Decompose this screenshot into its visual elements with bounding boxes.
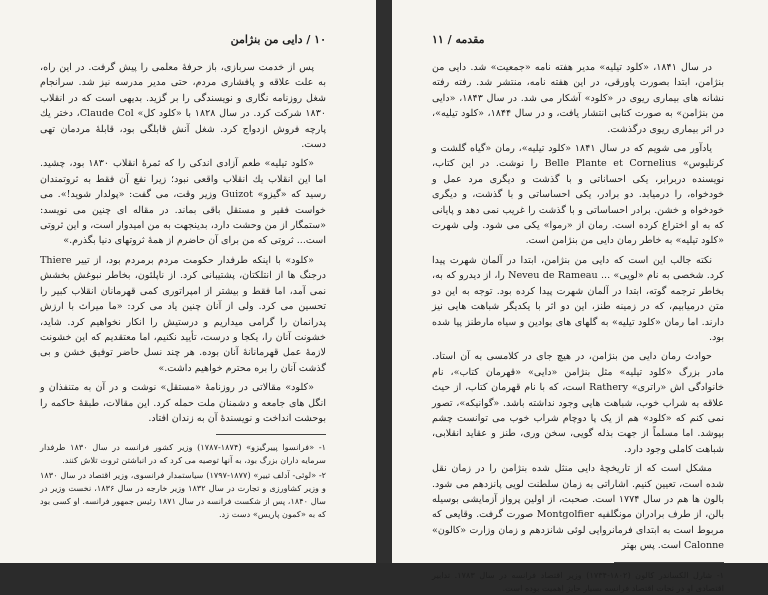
footnote: ۲- «لوئی- آدلف تییر» (۱۸۷۷-۱۷۹۷) سیاستمدار فرانسوی، وزیر اقتصاد در سال ۱۸۳۰ و وزیر کشاورزی و تجارت در سال ۱۸۳۲ وزیر خارجه در سال ۱۸۳۶، نخست وزیر در سال ۱۸۴۰، پس از شکست فرانسه در سال ۱۸۷۱ رئیس جمهور فرانسه. او کسی بود که به «کمون پاریس» دست زد.: [40, 470, 327, 520]
footnote: ۱- «فرانسوا پییرگیزو» (۱۸۷۴-۱۷۸۷) وزیر کشور فرانسه در سال ۱۸۳۰ طرفدار سرمایه داران بزرگ بود، به آنها توصیه می کرد که در انباشتن ثروت تلاش کنند.: [40, 442, 326, 466]
paragraph: «کلود تیلیه» طعم آزادی اندکی را که ثمرهٔ انقلاب ۱۸۳۰ بود، چشید. اما این انقلاب یك انقلاب واقعی نبود؛ زیرا نفع آن فقط به ثروتمندان رسید که «گیزو» Guizot وزیر وقت، می گفت: «پولدار شوید!». می خواست فقیر و مستقل باقی بماند. در مقاله ای چنین می نویسد: «ستمگار از من وحشت دارد، بدینجهت به من امیدوار است، و این ثروتی است... ثروتی که من برای آن حاضرم از همهٔ ثروتهای دنیا بگذرم.»: [40, 158, 326, 247]
paragraph: نکته جالب این است که دایی من بنژامن، ابتدا در آلمان شهرت پیدا کرد. شخصی به نام «لویی» ... Neveu de Rameau را، از دیدرو که به، بخاطر ترجمه گوته، ابتدا در آلمان شهرت پیدا کرده بود. توجه به این دو متن درمیابیم، که در زمینه طنز، این دو اثر با یکدیگر شباهت هایی نیز دارند. اما رمان «کلود تیلیه» به گلهای های بوادین و سیاه مارطنز پیا شده بود.: [432, 254, 724, 343]
footnotes: [40, 441, 326, 521]
right-page: [392, 0, 768, 593]
paragraph: یادآور می شویم که در سال ۱۸۴۱ «کلود تیلیه»، رمان «گیاه گلشت و کرنلیوس» Belle Plante et Cornelius را نوشت. در این کتاب، نویسنده دربرابر، یکی احساناتی و با گذشت و دیگری مرد عمل و خودخواه، را درمیابد. دو برادر، یکی احساساتی و با گذشت، و دیگری خودخواه و خشن. برادر احساساتی و با گذشت را غریب نمی دهد و پایانی که به او اختراع کرده است. رمان از «رموا» یکی می شود. ولی شهرت «کلود تیلیه» به خاطر رمان دایی من بنژامن است.: [432, 143, 724, 247]
footnote-divider: [216, 434, 326, 435]
footnote-divider: [614, 562, 724, 563]
paragraph: حوادث رمان دایی من بنژامن، در هیچ جای در کلامسی به آن استاد. مادر بزرگ «کلود تیلیه» مثل بنژامن «دایی» «قهرمان کتاب»، نام خانوادگی اش «راتری» Rathery است، که با نام قهرمان کتاب، از حیث علاقه به شراب خوب، شباهت هایی وجود نداشته باشد. «گوانیکه»، تصور نمی کنم که «کلود» هم از یک پا دوچام شراب خوب می توانست چشم بپوشد. اما مسلماً از جهت بذله گویی، سخن وری، طنز و عقاید انقلابی، شباهت کاملی وجود دارد.: [432, 351, 724, 455]
left-page: [0, 0, 376, 563]
footnote: ۱- شارل الکساندر کالون (۱۸۰۲-۱۷۳۴) وزیر اقتصاد فرانسه در سال ۱۷۸۳. تدابیر اقتصادی او در نجات اقتصاد فرانسه بسیار حایز اهمیت بوده است.: [432, 569, 724, 593]
paragraph: «کلود» مقالاتی در روزنامهٔ «مستقل» نوشت و در آن به متنفذان و انگل های جامعه و دشمنان ملت حمله کرد. این مقالات، طبقهٔ حاکمه را بوحشت انداخت و نویسندهٔ آن به زندان افتاد.: [40, 382, 326, 424]
paragraph: مشکل است که از تاریخچهٔ دایی منثل شده بنژامن را در زمان نقل شده است، تعیین کنیم. اشاراتی به زمان سلطنت لویی پانزدهم می شود. بالون ها هم در سال ۱۷۷۴ است. صحبت، از اولین پرواز آزمایشی بوسیله بالن، از طرف برادران مونگلفیه Montgolfier صورت گرفت. وقایعی که مربوط است به ابتدای فرمانروایی لوئی شانزدهم و زمان وزارت «کالون» Calonne است. پس بهتر: [432, 463, 725, 552]
paragraph: «کلود» با اینکه طرفدار حکومت مردم برمردم بود، از تییر Thiere درجنگ ها از انتلکتان، پشتیبانی کرد. از ناپلئون، بخاطر نبوغش بخشش نمی آمد، اما فقط و بیشتر از امپراتوری کمی قهرمانان انقلاب کبیر را تحسین می کرد. ولی از آنان چنین یاد می کرد: «ما میراث با ارزش پدرانمان را گرامی میداریم و درستیش را انکار نخواهیم کرد. شاید، خشونت آنان را، یکجا و درست، تأیید نکنیم، اما معتقدیم که این خشونت لازمهٔ عمل قهرمانانهٔ آنان بوده. هر چند نسل حاضر توفیق خشن و بی گذشت آنان را بره محترم خواهیم داشت.»: [40, 254, 326, 374]
paragraph: پس از خدمت سربازی، باز حرفهٔ معلمی را پیش گرفت. در این راه، به علت علاقه و پافشاری مردم، حتی مدیر مدرسه نیز شد. سرانجام شغل روزنامه نگاری و نویسندگی را بر گزید. بدیهی است که در انقلاب ۱۸۳۰ شرکت کرد. در سال ۱۸۲۸ با «کلود کل» Claude Col، دختر یك پارچه فروش ازدواج کرد. شغل آنش قابلگی بود، قابلهٔ مردمان تهی دست.: [40, 62, 327, 151]
footnotes: [432, 569, 724, 595]
paragraph: در سال ۱۸۴۱، «کلود تیلیه» مدیر هفته نامه «جمعیت» شد. دایی من بنژامن، ابتدا بصورت پاورقی، در این هفته نامه، منتشر شد. رفته رفته نشانه های بیماری ریوی در «کلود» آشکار می شد. در سال ۱۸۴۳، «دایی من بنژامن» به صورت کتابی انتشار یافت، و در سال ۱۸۴۴، «کلود تیلیه»، در اثر بیماری ریوی درگذشت.: [432, 62, 724, 135]
running-head: ۱۰ / دایی من بنژامن: [230, 33, 326, 46]
book-gutter: [376, 0, 392, 563]
body-text: [432, 60, 724, 554]
running-head: مقدمه / ۱۱: [432, 33, 485, 46]
body-text: [40, 60, 326, 426]
